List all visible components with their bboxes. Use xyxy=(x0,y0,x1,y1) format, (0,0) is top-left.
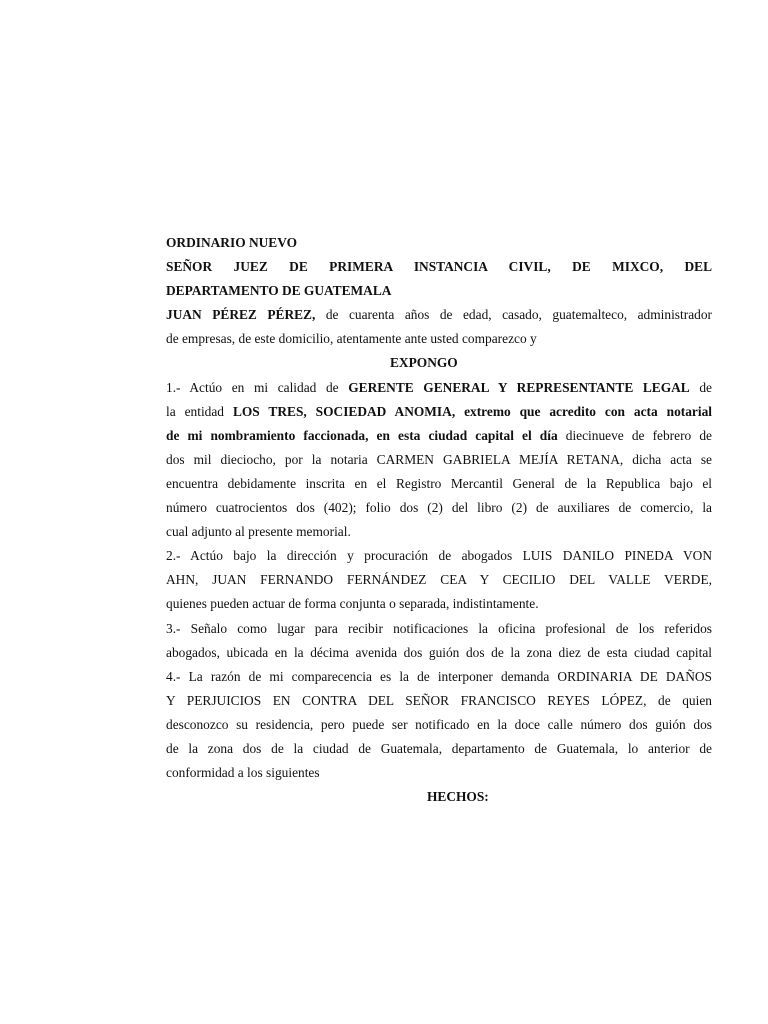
item-1-line-5: encuentra debidamente inscrita en el Registro Mercantil General de la Republica bajo el xyxy=(166,475,712,491)
item-1-line-2-a: la entidad xyxy=(166,403,233,419)
item-1-line-3-b: diecinueve de febrero de xyxy=(557,427,712,443)
heading-type: ORDINARIO NUEVO xyxy=(166,235,298,250)
item-1-line-1-c: de xyxy=(689,379,712,395)
item-3-line-2: abogados, ubicada en la décima avenida dos guión dos de la zona diez de esta ciudad capital xyxy=(166,644,712,660)
item-1-line-3 xyxy=(166,424,712,448)
item-4-line-2: Y PERJUICIOS EN CONTRA DEL SEÑOR FRANCISCO REYES LÓPEZ, de quien xyxy=(166,692,712,708)
item-1-line-7: cual adjunto al presente memorial. xyxy=(166,524,351,540)
section-title-hechos: HECHOS: xyxy=(427,789,489,805)
item-3-line-1: 3.- Señalo como lugar para recibir notificaciones la oficina profesional de los referidos xyxy=(166,620,712,636)
item-2-line-1: 2.- Actúo bajo la dirección y procuración de abogados LUIS DANILO PINEDA VON xyxy=(166,548,712,564)
intro-line-2: de empresas, de este domicilio, atentamente ante usted comparezco y xyxy=(166,331,537,347)
item-4-line-4: de la zona dos de la ciudad de Guatemala, departamento de Guatemala, lo anterior de xyxy=(166,740,712,756)
addressee-line-2: DEPARTAMENTO DE GUATEMALA xyxy=(166,283,392,299)
item-4-line-5: conformidad a los siguientes xyxy=(166,765,320,781)
item-1-line-6: número cuatrocientos dos (402); folio dos (2) del libro (2) de auxiliares de comercio, la xyxy=(166,500,712,516)
section-title-expongo: EXPONGO xyxy=(390,355,458,371)
intro-line-1-text: de cuarenta años de edad, casado, guatemalteco, administrador xyxy=(315,307,712,323)
item-2-line-3: quienes pueden actuar de forma conjunta o separada, indistintamente. xyxy=(166,596,539,612)
petitioner-name: JUAN PÉREZ PÉREZ, xyxy=(166,307,316,323)
item-1-role: GERENTE GENERAL Y REPRESENTANTE LEGAL xyxy=(348,379,690,395)
item-2-line-2: AHN, JUAN FERNANDO FERNÁNDEZ CEA Y CECILIO DEL VALLE VERDE, xyxy=(166,572,712,588)
addressee-line-1: SEÑOR JUEZ DE PRIMERA INSTANCIA CIVIL, DE MIXCO, DEL xyxy=(166,259,712,275)
item-1-line-1 xyxy=(166,376,712,400)
document-body xyxy=(166,231,712,809)
item-1-line-1-a: 1.- Actúo en mi calidad de xyxy=(166,379,349,395)
item-4-line-1: 4.- La razón de mi comparecencia es la de interponer demanda ORDINARIA DE DAÑOS xyxy=(166,668,712,684)
intro-line-1 xyxy=(166,303,712,327)
item-1-line-2 xyxy=(166,400,712,424)
item-1-line-3-bold: de mi nombramiento faccionada, en esta ciudad capital el día xyxy=(166,427,558,443)
item-1-entity: LOS TRES, SOCIEDAD ANOMIA, extremo que acredito con acta notarial xyxy=(232,403,712,419)
item-1-line-4: dos mil dieciocho, por la notaria CARMEN GABRIELA MEJÍA RETANA, dicha acta se xyxy=(166,451,712,467)
item-4-line-3: desconozco su residencia, pero puede ser notificado en la doce calle número dos guión dos xyxy=(166,716,712,732)
